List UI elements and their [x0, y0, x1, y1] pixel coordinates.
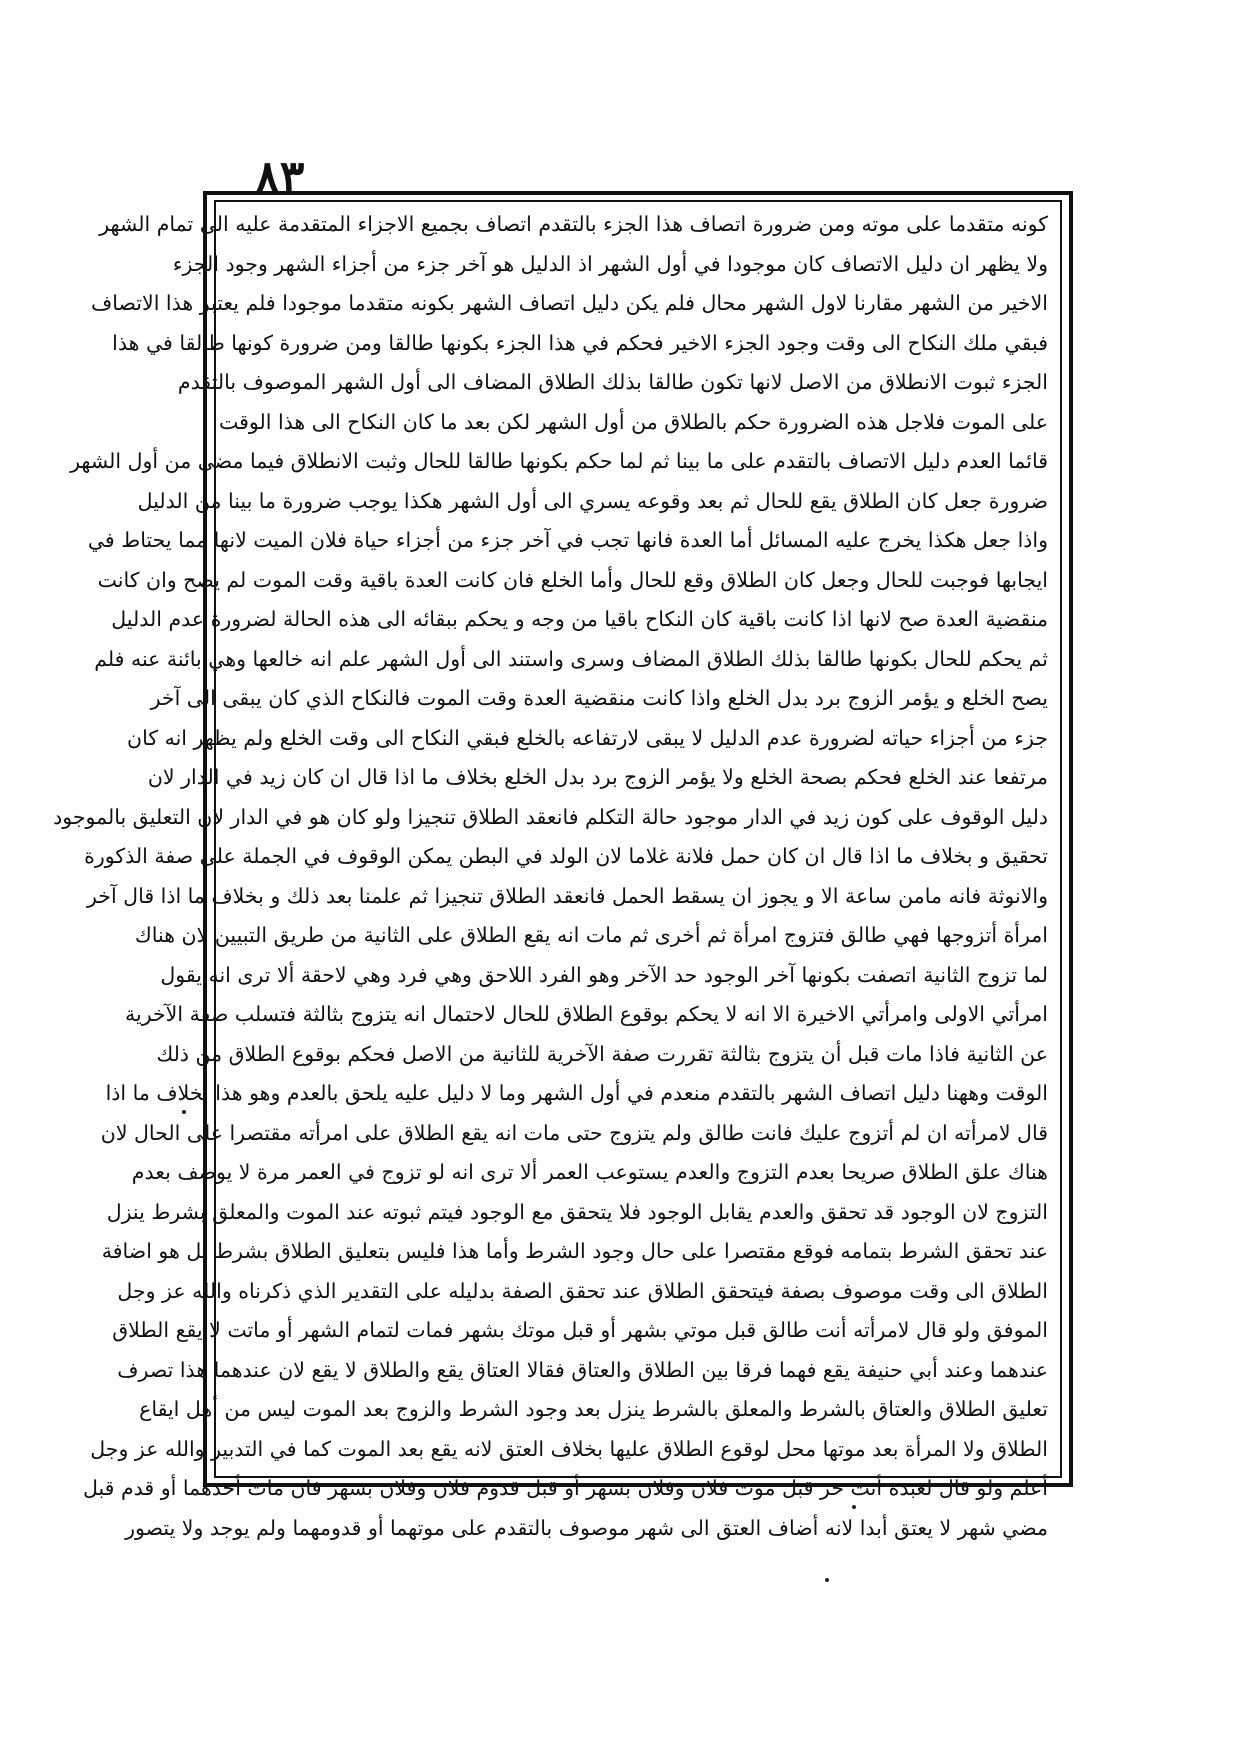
- text-line: دليل الوقوف على كون زيد في الدار موجود حالة التكلم فانعقد الطلاق تنجيزا ولو كان هو في الدار لان التعليق بالموجود: [53, 804, 1048, 829]
- text-line: امرأتي الاولى وامرأتي الاخيرة الا انه لا يحكم بوقوع الطلاق للحال لاحتمال انه يتزوج بثالثة فتسلب صفة الآخرية: [125, 1002, 1048, 1026]
- text-line: كونه متقدما على موته ومن ضرورة اتصاف هذا الجزء بالتقدم اتصاف بجميع الاجزاء المتقدمة عليه الى تمام الشهر: [99, 212, 1048, 236]
- text-line: ثم يحكم للحال بكونها طالقا بذلك الطلاق المضاف وسرى واستند الى أول الشهر علم انه خالعها وهي بائنة عنه فلم: [94, 646, 1048, 671]
- page-number: ٨٣: [255, 150, 305, 204]
- text-line: امرأة أتزوجها فهي طالق فتزوج امرأة ثم أخرى ثم مات انه يقع الطلاق على الثانية من طريق التبيين لان هناك: [134, 923, 1048, 947]
- text-line: التزوج لان الوجود قد تحقق والعدم يقابل الوجود فلا يتحقق مع الوجود فيتم ثبوته عند الموت والمعلق بشرط ينزل: [106, 1199, 1048, 1224]
- scan-speck: [825, 1578, 829, 1582]
- text-line: لما تزوج الثانية اتصفت بكونها آخر الوجود حد الآخر وهو الفرد اللاحق وهي فرد وهي لاحقة ألا ترى انه يقول: [160, 962, 1048, 987]
- scan-speck: [182, 1110, 186, 1114]
- text-line: الجزء ثبوت الانطلاق من الاصل لانها تكون طالقا بذلك الطلاق المضاف الى أول الشهر الموصوف بالتقدم: [177, 370, 1048, 394]
- text-line: الطلاق ولا المرأة بعد موتها محل لوقوع الطلاق عليها بخلاف العتق لانه يقع بعد الموت كما في التدبير والله عز وجل: [90, 1436, 1048, 1461]
- text-line: والانوثة فانه مامن ساعة الا و يجوز ان يسقط الحمل فانعقد الطلاق تنجيزا ثم علمنا بعد ذلك و بخلاف ما اذا قال آخر: [86, 883, 1048, 908]
- text-line: يصح الخلع و يؤمر الزوج برد بدل الخلع واذا كانت منقضية العدة وقت الموت فالنكاح الذي كان يبقى الى آخر: [150, 686, 1048, 710]
- text-line: مرتفعا عند الخلع فحكم بصحة الخلع ولا يؤمر الزوج برد بدل الخلع بخلاف ما اذا قال ان كان زيد في الدار لان: [147, 765, 1048, 789]
- text-line: واذا جعل هكذا يخرج عليه المسائل أما العدة فانها تجب في آخر جزء من أجزاء حياة فلان الميت لانها مما يحتاط في: [87, 528, 1048, 552]
- text-line: ولا يظهر ان دليل الاتصاف كان موجودا في أول الشهر اذ الدليل هو آخر جزء من أجزاء الشهر وجود الجزء: [172, 251, 1048, 276]
- text-line: تحقيق و بخلاف ما اذا قال ان كان حمل فلانة غلاما لان الولد في البطن يمكن الوقوف في الجملة على صفة الذكورة: [84, 844, 1048, 868]
- text-line: ضرورة جعل كان الطلاق يقع للحال ثم بعد وقوعه يسري الى أول الشهر هكذا يوجب ضرورة ما بينا من الدليل: [137, 488, 1048, 513]
- scan-speck: [852, 1505, 856, 1509]
- text-line: الاخير من الشهر مقارنا لاول الشهر محال فلم يكن دليل اتصاف الشهر بكونه متقدما موجودا فلم يعتبر هذا الاتصاف: [91, 291, 1048, 315]
- text-line: قائما العدم دليل الاتصاف بالتقدم على ما بينا ثم لما حكم بكونها طالقا للحال وثبت الانطلاق فيما مضى من أول الشهر: [70, 449, 1048, 473]
- text-line: على الموت فلاجل هذه الضرورة حكم بالطلاق من أول الشهر لكن بعد ما كان النكاح الى هذا الوقت: [218, 409, 1048, 434]
- text-line: قال لامرأته ان لم أتزوج عليك فانت طالق ولم يتزوج حتى مات انه يقع الطلاق على امرأته مقتصرا على الحال لان: [100, 1120, 1048, 1145]
- text-line: عند تحقق الشرط بتمامه فوقع مقتصرا على حال وجود الشرط وأما هذا فليس بتعليق الطلاق بشرط بل هو اضافة: [101, 1239, 1048, 1263]
- text-line: ايجابها فوجبت للحال وجعل كان الطلاق وقع للحال وأما الخلع فان كانت العدة باقية وقت الموت لم يصح وان كانت: [97, 567, 1048, 592]
- text-line: أعلم ولو قال لعبده أنت حر قبل موت فلان وفلان بشهر أو قبل قدوم فلان وفلان بشهر فان مات أحدهما أو قدم قبل: [82, 1476, 1048, 1500]
- text-line: الوقت وههنا دليل اتصاف الشهر بالتقدم منعدم في أول الشهر وما لا دليل عليه يلحق بالعدم وهو هذا بخلاف ما اذا: [105, 1081, 1048, 1105]
- text-line: الطلاق الى وقت موصوف بصفة فيتحقق الطلاق عند تحقق الصفة بدليله على التقدير الذي ذكرناه والله عز وجل: [117, 1278, 1048, 1303]
- text-line: جزء من أجزاء حياته لضرورة عدم الدليل لا يبقى لارتفاعه بالخلع فبقي النكاح الى وقت الخلع ولم يظهر انه كان: [127, 725, 1048, 750]
- text-line: تعليق الطلاق والعتاق بالشرط والمعلق بالشرط ينزل بعد وجود الشرط والزوج بعد الموت ليس من أهل ايقاع: [139, 1397, 1048, 1421]
- text-line: هناك علق الطلاق صريحا بعدم التزوج والعدم يستوعب العمر ألا ترى انه لو تزوج في العمر مرة لا يوصف بعدم: [131, 1160, 1048, 1184]
- text-line: عن الثانية فاذا مات قبل أن يتزوج بثالثة تقررت صفة الآخرية للثانية من الاصل فحكم بوقوع الطلاق من ذلك: [156, 1041, 1048, 1066]
- text-line: الموفق ولو قال لامرأته أنت طالق قبل موتي بشهر أو قبل موتك بشهر فمات لتمام الشهر أو ماتت لا يقع الطلاق: [112, 1318, 1048, 1342]
- text-line: عندهما وعند أبي حنيفة يقع فهما فرقا بين الطلاق والعتاق فقالا العتاق يقع والطلاق لا يقع لان عندهما هذا تصرف: [117, 1357, 1048, 1382]
- body-text: [53, 205, 1048, 1540]
- text-line: فبقي ملك النكاح الى وقت وجود الجزء الاخير فحكم في هذا الجزء بكونها طالقا ومن ضرورة كونها طالقا في هذا: [112, 330, 1048, 355]
- text-line: مضي شهر لا يعتق أبدا لانه أضاف العتق الى شهر موصوف بالتقدم على موتهما أو قدومهما ولم يوجد ولا يتصور: [125, 1515, 1048, 1540]
- text-line: منقضية العدة صح لانها اذا كانت باقية كان النكاح باقيا من وجه و يحكم ببقائه الى هذه الحالة لضرورة عدم الدليل: [111, 607, 1048, 631]
